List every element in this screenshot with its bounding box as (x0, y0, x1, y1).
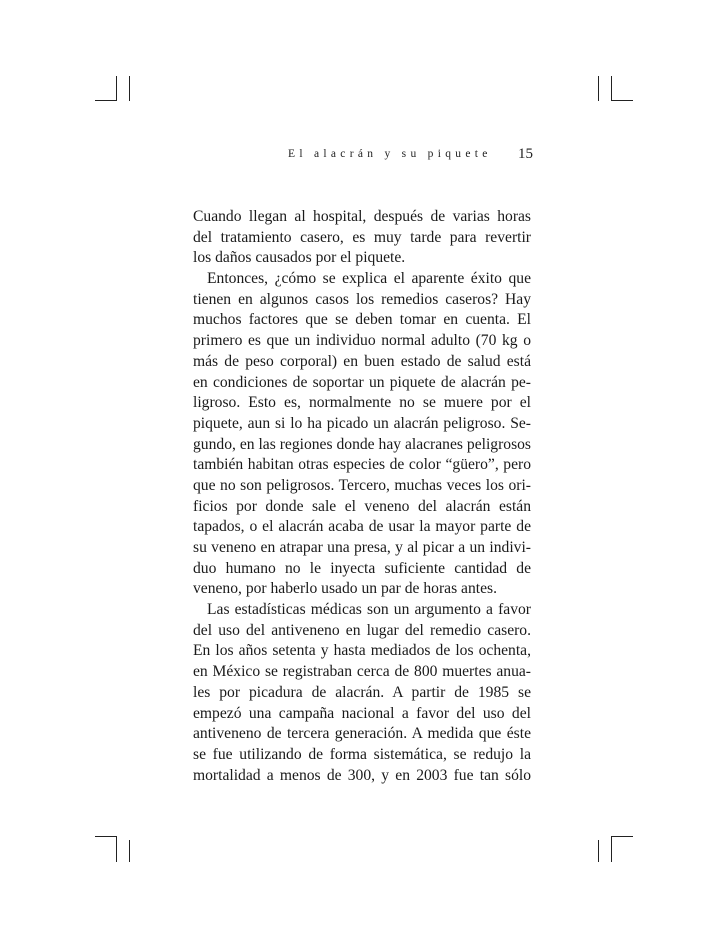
text-line: muchos factores que se deben tomar en cuenta. El (193, 311, 531, 329)
crop-mark-top-right-horizontal (611, 100, 633, 101)
crop-mark-top-left-vertical-outer (116, 76, 117, 101)
text-line: se fue utilizando de forma sistemática, se redujo la (193, 745, 531, 763)
crop-mark-top-left-horizontal (95, 100, 117, 101)
crop-mark-bottom-left-horizontal (95, 836, 117, 837)
text-line: tapados, o el alacrán acaba de usar la mayor parte de (193, 518, 531, 536)
text-line: del uso del antiveneno en lugar del remedio casero. (193, 621, 531, 639)
crop-mark-top-right-vertical-inner (598, 76, 599, 101)
text-line: en condiciones de soportar un piquete de alacrán pe- (193, 373, 531, 391)
text-line: ligroso. Esto es, normalmente no se muere por el (193, 394, 531, 412)
body-text (193, 207, 531, 786)
text-line: más de peso corporal) en buen estado de salud está (193, 352, 531, 370)
crop-mark-top-right-vertical-outer (611, 76, 612, 101)
text-line: les por picadura de alacrán. A partir de 1985 se (193, 683, 531, 701)
crop-mark-bottom-right-horizontal (611, 836, 633, 837)
text-line: mortalidad a menos de 300, y en 2003 fue tan sólo (193, 766, 531, 784)
crop-mark-bottom-right-vertical-outer (611, 836, 612, 862)
text-line: tienen en algunos casos los remedios caseros? Hay (193, 290, 531, 308)
text-line: los daños causados por el piquete. (193, 249, 406, 267)
text-line: antiveneno de tercera generación. A medida que éste (193, 725, 531, 743)
text-line: piquete, aun si lo ha picado un alacrán peligroso. Se- (193, 414, 531, 432)
text-line: en México se registraban cerca de 800 muertes anua- (193, 663, 531, 681)
crop-mark-bottom-left-vertical-inner (129, 840, 130, 862)
text-line: del tratamiento casero, es muy tarde para revertir (193, 228, 531, 246)
running-title: El alacrán y su piquete (288, 148, 492, 160)
crop-mark-top-left-vertical-inner (129, 76, 130, 101)
text-line: ficios por donde sale el veneno del alacrán están (193, 497, 531, 515)
text-line: En los años setenta y hasta mediados de los ochenta, (193, 642, 531, 660)
text-line: Las estadísticas médicas son un argumento a favor (207, 601, 531, 619)
text-line: veneno, por haberlo usado un par de horas antes. (193, 580, 497, 598)
crop-mark-bottom-right-vertical-inner (598, 840, 599, 862)
text-line: que no son peligrosos. Tercero, muchas veces los ori- (193, 476, 531, 494)
text-line: Cuando llegan al hospital, después de varias horas (193, 208, 531, 225)
text-line: duo humano no le inyecta suficiente cantidad de (193, 559, 531, 577)
text-line: también habitan otras especies de color “güero”, pero (193, 456, 531, 474)
text-line: empezó una campaña nacional a favor del uso del (193, 704, 531, 722)
text-line: su veneno en atrapar una presa, y al picar a un indivi- (193, 539, 531, 556)
crop-mark-bottom-left-vertical-outer (116, 836, 117, 862)
text-line: gundo, en las regiones donde hay alacranes peligrosos (193, 435, 531, 453)
text-line: Entonces, ¿cómo se explica el aparente éxito que (207, 270, 531, 288)
text-line: primero es que un individuo normal adulto (70 kg o (193, 332, 531, 350)
page-number: 15 (518, 146, 533, 162)
